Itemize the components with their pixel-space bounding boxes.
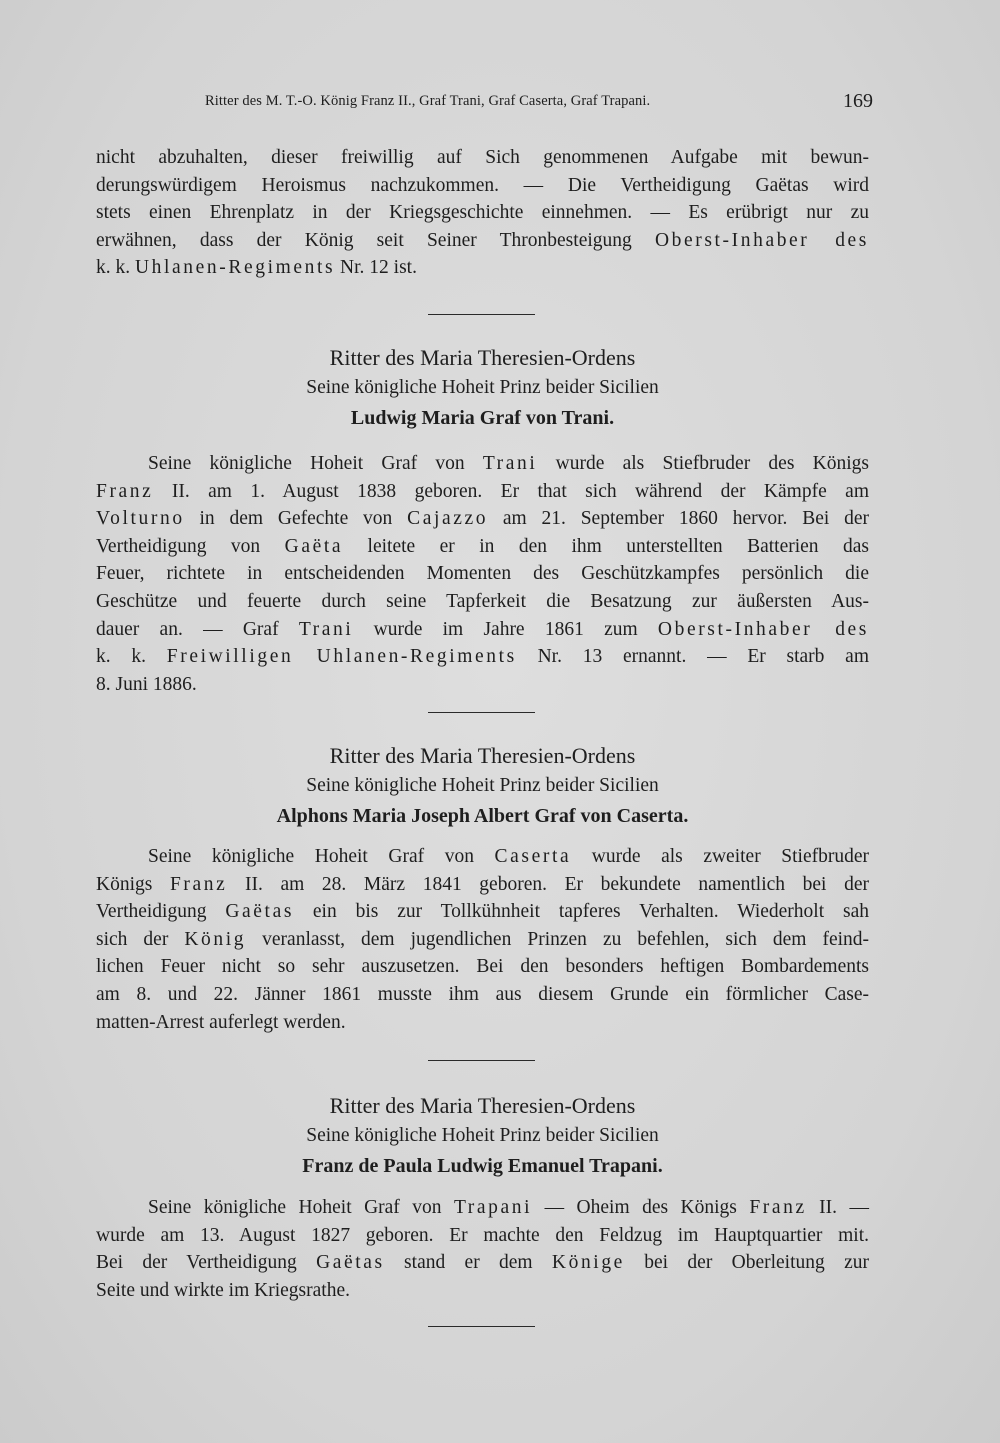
text-line xyxy=(96,254,869,282)
spaced-text: Trani xyxy=(298,618,354,640)
page-number: 169 xyxy=(843,90,873,112)
text-run: II. am 28. März 1841 geboren. Er bekundete namentlich bei der xyxy=(227,873,869,895)
order-title: Ritter des Maria Theresien-Ordens xyxy=(329,743,636,768)
spaced-text: König xyxy=(184,928,247,950)
text-run: Seine königliche Hoheit Graf von xyxy=(148,846,495,867)
text-line xyxy=(96,505,869,533)
text-run: in dem Gefechte von xyxy=(184,508,408,530)
text-run: am 21. September 1860 hervor. Bei der xyxy=(488,508,869,530)
text-run: — Oheim des Königs xyxy=(532,1197,750,1218)
rank-line: Seine königliche Hoheit Prinz beider Sicilien xyxy=(306,377,659,398)
text-line xyxy=(96,478,869,506)
text-run: Nr. 12 ist. xyxy=(335,257,417,279)
trapani-paragraph xyxy=(96,1194,869,1304)
spaced-text: Gaëtas xyxy=(225,901,295,923)
text-line: Feuer, richtete in entscheidenden Momenten des Geschützkampfes persönlich die xyxy=(96,563,869,585)
running-header xyxy=(205,90,873,116)
text-run: II. — xyxy=(806,1197,869,1218)
section-divider xyxy=(428,712,535,713)
trani-heading xyxy=(96,343,869,433)
section-divider xyxy=(428,1060,535,1061)
text-run: k. k. xyxy=(96,646,167,668)
text-line: 8. Juni 1886. xyxy=(96,673,197,695)
text-line xyxy=(96,926,869,954)
spaced-text: Oberst-Inhaber des xyxy=(657,618,869,640)
knight-name: Franz de Paula Ludwig Emanuel Trapani. xyxy=(302,1155,663,1177)
spaced-text: Uhlanen-Regiments xyxy=(135,257,336,279)
text-line xyxy=(96,843,869,871)
text-run: veranlasst, dem jugendlichen Prinzen zu befehlen, sich dem feind- xyxy=(246,928,870,950)
text-run: wurde als Stiefbruder des Königs xyxy=(537,453,869,474)
text-run: bei der Oberleitung zur xyxy=(624,1252,869,1274)
spaced-text: Franz xyxy=(169,873,228,895)
text-line xyxy=(96,533,869,561)
trapani-heading xyxy=(96,1091,869,1181)
text-line: nicht abzuhalten, dieser freiwillig auf Sich genommenen Aufgabe mit bewun- xyxy=(96,147,869,168)
text-line xyxy=(96,1249,869,1277)
knight-name: Alphons Maria Joseph Albert Graf von Caserta. xyxy=(276,805,689,827)
spaced-text: Cajazzo xyxy=(407,508,489,530)
text-run: Seine königliche Hoheit Graf von xyxy=(148,1197,454,1218)
order-title: Ritter des Maria Theresien-Ordens xyxy=(329,345,636,370)
caserta-paragraph xyxy=(96,843,869,1036)
text-line: stets einen Ehrenplatz in der Kriegsgeschichte einnehmen. — Es erübrigt nur zu xyxy=(96,202,869,224)
spaced-text: Caserta xyxy=(494,846,572,867)
text-line: derungswürdigem Heroismus nachzukommen. — Die Vertheidigung Gaëtas wird xyxy=(96,174,869,196)
rank-line: Seine königliche Hoheit Prinz beider Sicilien xyxy=(306,775,659,796)
text-run: Vertheidigung von xyxy=(96,535,285,557)
spaced-text: Franz xyxy=(749,1197,807,1218)
text-run: erwähnen, dass der König seit Seiner Thronbesteigung xyxy=(96,229,655,251)
text-line xyxy=(96,616,869,644)
text-run: stand er dem xyxy=(384,1252,552,1274)
spaced-text: Gaëtas xyxy=(316,1252,385,1274)
text-run: k. k. xyxy=(96,257,135,279)
order-title: Ritter des Maria Theresien-Ordens xyxy=(329,1093,636,1118)
knight-name: Ludwig Maria Graf von Trani. xyxy=(350,407,615,429)
section-divider xyxy=(428,314,535,315)
running-title: Ritter des M. T.-O. König Franz II., Graf Trani, Graf Caserta, Graf Trapani. xyxy=(205,93,651,109)
spaced-text: Trani xyxy=(482,453,538,474)
text-run: Bei der Vertheidigung xyxy=(96,1252,317,1274)
text-line xyxy=(96,871,869,899)
text-run: sich der xyxy=(96,928,185,950)
spaced-text: Könige xyxy=(551,1252,625,1274)
text-run: Nr. 13 ernannt. — Er starb am xyxy=(516,646,870,668)
text-run: Seine königliche Hoheit Graf von xyxy=(148,453,483,474)
text-line: lichen Feuer nicht so sehr auszusetzen. Bei den besonders heftigen Bombardements xyxy=(96,956,869,978)
section-divider xyxy=(428,1326,535,1327)
text-line: matten-Arrest auferlegt werden. xyxy=(96,1011,346,1033)
spaced-text: Franz xyxy=(96,480,154,502)
text-line: am 8. und 22. Jänner 1861 musste ihm aus diesem Grunde ein förmlicher Case- xyxy=(96,983,869,1005)
text-run: wurde als zweiter Stiefbruder xyxy=(571,846,869,867)
text-run: II. am 1. August 1838 geboren. Er that sich während der Kämpfe am xyxy=(153,480,869,502)
intro-paragraph xyxy=(96,144,869,282)
text-run: dauer an. — Graf xyxy=(96,618,299,640)
text-line xyxy=(96,227,869,255)
text-line xyxy=(96,1194,869,1222)
rank-line: Seine königliche Hoheit Prinz beider Sicilien xyxy=(306,1125,659,1146)
spaced-text: Oberst-Inhaber des xyxy=(654,229,869,251)
text-run: ein bis zur Tollkühnheit tapferes Verhalten. Wiederholt sah xyxy=(294,901,869,923)
caserta-heading xyxy=(96,741,869,831)
spaced-text: Volturno xyxy=(96,508,185,530)
text-line: Geschütze und feuerte durch seine Tapferkeit die Besatzung zur äußersten Aus- xyxy=(96,590,869,612)
text-line: Seite und wirkte im Kriegsrathe. xyxy=(96,1279,350,1301)
spaced-text: Freiwilligen Uhlanen-Regiments xyxy=(166,646,517,668)
text-line: wurde am 13. August 1827 geboren. Er machte den Feldzug im Hauptquartier mit. xyxy=(96,1224,869,1246)
spaced-text: Gaëta xyxy=(284,535,344,557)
text-line xyxy=(96,450,869,478)
text-run: leitete er in den ihm unterstellten Batterien das xyxy=(343,535,870,557)
text-line xyxy=(96,898,869,926)
spaced-text: Trapani xyxy=(453,1197,533,1218)
text-line xyxy=(96,643,869,671)
text-run: Königs xyxy=(96,873,170,895)
text-run: Vertheidigung xyxy=(96,901,226,923)
text-run: wurde im Jahre 1861 zum xyxy=(353,618,658,640)
trani-paragraph xyxy=(96,450,869,698)
